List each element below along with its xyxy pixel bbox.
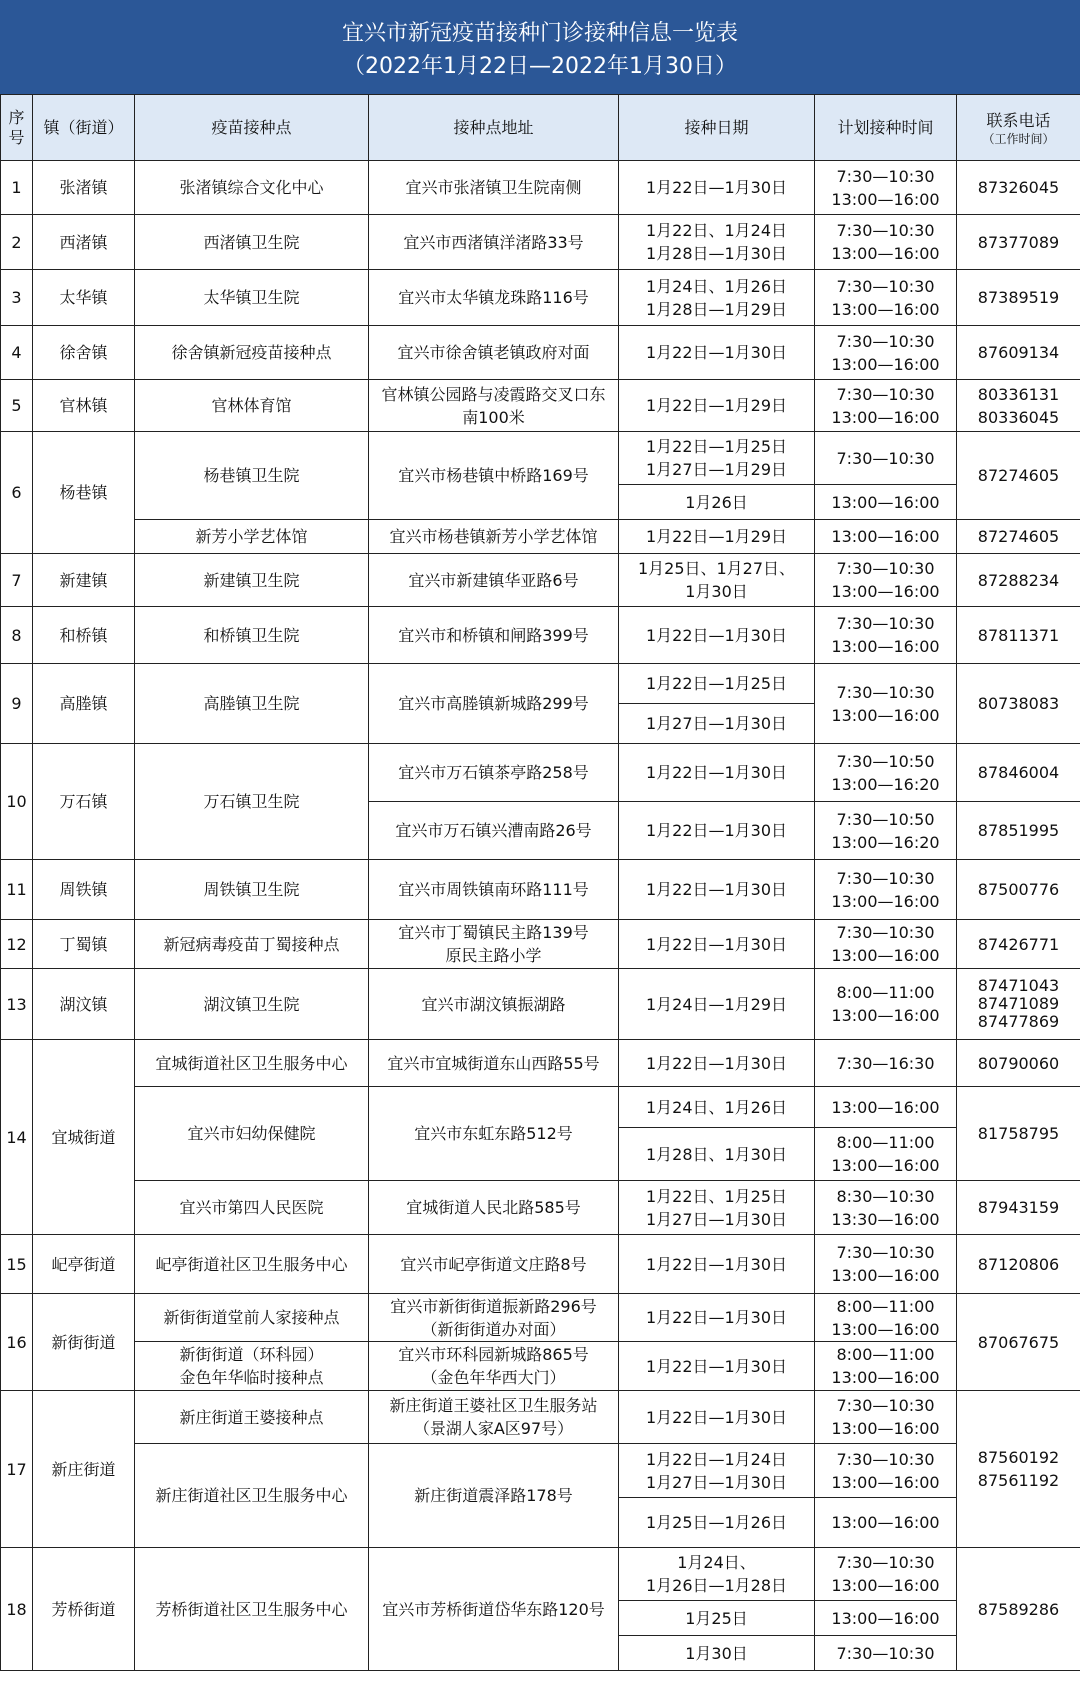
table-row — [1, 161, 1080, 215]
row-phone: 80738083 — [957, 664, 1080, 744]
row-date: 1月25日—1月26日 — [619, 1498, 815, 1548]
row-time: 13:00—16:00 — [815, 1601, 957, 1636]
row-address: 宜兴市芳桥街道岱华东路120号 — [369, 1548, 619, 1671]
row-address: 宜兴市周铁镇南环路111号 — [369, 860, 619, 920]
table-row — [1, 326, 1080, 380]
row-date: 1月22日—1月30日 — [619, 161, 815, 215]
row-date: 1月28日、1月30日 — [619, 1128, 815, 1181]
row-time: 7:30—10:30 13:00—16:00 — [815, 1444, 957, 1498]
row-time: 7:30—10:30 13:00—16:00 — [815, 1235, 957, 1294]
row-time: 13:00—16:00 — [815, 485, 957, 520]
row-town: 湖汶镇 — [33, 969, 135, 1040]
row-site: 新芳小学艺体馆 — [135, 520, 369, 554]
row-phone: 80790060 — [957, 1040, 1080, 1087]
header-time: 计划接种时间 — [815, 95, 957, 161]
row-date: 1月22日—1月30日 — [619, 744, 815, 802]
row-address: 宜兴市东虹东路512号 — [369, 1087, 619, 1181]
row-address: 宜兴市丁蜀镇民主路139号 原民主路小学 — [369, 920, 619, 969]
row-site: 和桥镇卫生院 — [135, 607, 369, 664]
row-no: 17 — [1, 1391, 33, 1548]
row-phone: 87811371 — [957, 607, 1080, 664]
row-date: 1月22日、1月24日 1月28日—1月30日 — [619, 215, 815, 270]
table-row — [1, 520, 1080, 554]
row-no: 11 — [1, 860, 33, 920]
row-phone: 87274605 — [957, 520, 1080, 554]
row-date: 1月22日—1月30日 — [619, 1235, 815, 1294]
row-date: 1月22日—1月25日 — [619, 664, 815, 704]
row-no: 7 — [1, 554, 33, 607]
row-site: 新建镇卫生院 — [135, 554, 369, 607]
row-no: 14 — [1, 1040, 33, 1235]
row-site: 张渚镇综合文化中心 — [135, 161, 369, 215]
row-phone: 87609134 — [957, 326, 1080, 380]
row-date: 1月22日—1月30日 — [619, 1391, 815, 1444]
row-town: 丁蜀镇 — [33, 920, 135, 969]
row-date: 1月22日—1月30日 — [619, 860, 815, 920]
row-time: 8:00—11:00 13:00—16:00 — [815, 1342, 957, 1391]
table-row — [1, 607, 1080, 664]
row-town: 宜城街道 — [33, 1040, 135, 1235]
row-address: 宜兴市万石镇茶亭路258号 — [369, 744, 619, 802]
row-address: 官林镇公园路与凌霞路交叉口东 南100米 — [369, 380, 619, 432]
row-date: 1月22日—1月30日 — [619, 920, 815, 969]
row-site: 新庄街道社区卫生服务中心 — [135, 1444, 369, 1548]
row-town: 新建镇 — [33, 554, 135, 607]
row-time: 7:30—10:30 13:00—16:00 — [815, 554, 957, 607]
row-site: 屺亭街道社区卫生服务中心 — [135, 1235, 369, 1294]
table-row — [1, 380, 1080, 432]
row-site: 杨巷镇卫生院 — [135, 432, 369, 520]
row-town: 杨巷镇 — [33, 432, 135, 554]
table-row — [1, 554, 1080, 607]
row-address: 宜兴市宜城街道东山西路55号 — [369, 1040, 619, 1087]
row-no: 2 — [1, 215, 33, 270]
row-address: 宜兴市张渚镇卫生院南侧 — [369, 161, 619, 215]
table-row — [1, 1342, 1080, 1391]
row-time: 7:30—10:30 13:00—16:00 — [815, 161, 957, 215]
row-town: 新街街道 — [33, 1294, 135, 1391]
row-phone: 87389519 — [957, 270, 1080, 326]
header-date: 接种日期 — [619, 95, 815, 161]
row-no: 10 — [1, 744, 33, 860]
row-address: 宜兴市万石镇兴漕南路26号 — [369, 802, 619, 860]
table-header-row — [1, 95, 1080, 161]
row-date: 1月22日、1月25日 1月27日—1月30日 — [619, 1181, 815, 1235]
row-site: 徐舍镇新冠疫苗接种点 — [135, 326, 369, 380]
row-town: 万石镇 — [33, 744, 135, 860]
table-row — [1, 1087, 1080, 1128]
table-row — [1, 860, 1080, 920]
row-address: 宜兴市和桥镇和闸路399号 — [369, 607, 619, 664]
header-no: 序 号 — [1, 95, 33, 161]
row-date: 1月22日—1月30日 — [619, 802, 815, 860]
row-site: 周铁镇卫生院 — [135, 860, 369, 920]
row-time: 7:30—10:30 — [815, 432, 957, 485]
row-no: 13 — [1, 969, 33, 1040]
row-date: 1月22日—1月30日 — [619, 1294, 815, 1342]
row-site: 芳桥街道社区卫生服务中心 — [135, 1548, 369, 1671]
header-site: 疫苗接种点 — [135, 95, 369, 161]
row-site: 西渚镇卫生院 — [135, 215, 369, 270]
row-site: 宜城街道社区卫生服务中心 — [135, 1040, 369, 1087]
row-date: 1月25日 — [619, 1601, 815, 1636]
row-address: 宜兴市新街街道振新路296号 （新街街道办对面） — [369, 1294, 619, 1342]
row-phone: 87943159 — [957, 1181, 1080, 1235]
row-address: 宜兴市徐舍镇老镇政府对面 — [369, 326, 619, 380]
row-town: 高塍镇 — [33, 664, 135, 744]
row-phone: 87589286 — [957, 1548, 1080, 1671]
row-site: 湖汶镇卫生院 — [135, 969, 369, 1040]
row-time: 7:30—10:30 13:00—16:00 — [815, 1391, 957, 1444]
row-no: 3 — [1, 270, 33, 326]
table-row — [1, 270, 1080, 326]
row-phone: 87846004 — [957, 744, 1080, 802]
row-site: 高塍镇卫生院 — [135, 664, 369, 744]
row-time: 7:30—10:30 13:00—16:00 — [815, 664, 957, 744]
row-date: 1月22日—1月29日 — [619, 520, 815, 554]
header-town: 镇（街道） — [33, 95, 135, 161]
row-date: 1月22日—1月30日 — [619, 1040, 815, 1087]
row-address: 宜兴市西渚镇洋渚路33号 — [369, 215, 619, 270]
row-phone: 81758795 — [957, 1087, 1080, 1181]
row-phone: 87426771 — [957, 920, 1080, 969]
row-date: 1月22日—1月30日 — [619, 1342, 815, 1391]
row-date: 1月30日 — [619, 1636, 815, 1671]
header-phone — [957, 95, 1080, 161]
row-date: 1月22日—1月29日 — [619, 380, 815, 432]
row-town: 和桥镇 — [33, 607, 135, 664]
row-address: 宜兴市太华镇龙珠路116号 — [369, 270, 619, 326]
row-town: 张渚镇 — [33, 161, 135, 215]
vaccination-table — [0, 94, 1080, 1671]
row-time: 7:30—10:50 13:00—16:20 — [815, 802, 957, 860]
row-time: 8:00—11:00 13:00—16:00 — [815, 1294, 957, 1342]
row-date: 1月25日、1月27日、 1月30日 — [619, 554, 815, 607]
row-time: 8:00—11:00 13:00—16:00 — [815, 1128, 957, 1181]
table-row — [1, 1444, 1080, 1498]
page-title: 宜兴市新冠疫苗接种门诊接种信息一览表 — [341, 21, 738, 46]
row-time: 13:00—16:00 — [815, 520, 957, 554]
row-site: 太华镇卫生院 — [135, 270, 369, 326]
row-address: 宜兴市环科园新城路865号 （金色年华西大门） — [369, 1342, 619, 1391]
row-phone: 87288234 — [957, 554, 1080, 607]
title-bar — [0, 0, 1080, 94]
row-date: 1月22日—1月25日 1月27日—1月29日 — [619, 432, 815, 485]
row-time: 8:00—11:00 13:00—16:00 — [815, 969, 957, 1040]
row-no: 9 — [1, 664, 33, 744]
row-phone: 87500776 — [957, 860, 1080, 920]
table-row — [1, 1181, 1080, 1235]
row-phone: 87560192 87561192 — [957, 1391, 1080, 1548]
row-site: 官林体育馆 — [135, 380, 369, 432]
row-phone: 87274605 — [957, 432, 1080, 520]
row-time: 13:00—16:00 — [815, 1498, 957, 1548]
row-time: 7:30—10:30 13:00—16:00 — [815, 270, 957, 326]
row-address: 宜兴市新建镇华亚路6号 — [369, 554, 619, 607]
row-town: 西渚镇 — [33, 215, 135, 270]
row-address: 新庄街道震泽路178号 — [369, 1444, 619, 1548]
row-phone: 87067675 — [957, 1294, 1080, 1391]
row-time: 7:30—10:30 — [815, 1636, 957, 1671]
row-time: 7:30—10:30 13:00—16:00 — [815, 860, 957, 920]
table-row — [1, 1235, 1080, 1294]
row-no: 8 — [1, 607, 33, 664]
row-address: 宜兴市屺亭街道文庄路8号 — [369, 1235, 619, 1294]
row-town: 徐舍镇 — [33, 326, 135, 380]
row-phone: 87851995 — [957, 802, 1080, 860]
row-town: 屺亭街道 — [33, 1235, 135, 1294]
row-date: 1月24日—1月29日 — [619, 969, 815, 1040]
table-row — [1, 920, 1080, 969]
row-no: 16 — [1, 1294, 33, 1391]
table-row — [1, 432, 1080, 485]
row-date: 1月22日—1月30日 — [619, 326, 815, 380]
row-date: 1月22日—1月24日 1月27日—1月30日 — [619, 1444, 815, 1498]
row-phone: 87326045 — [957, 161, 1080, 215]
row-address: 宜城街道人民北路585号 — [369, 1181, 619, 1235]
row-address: 宜兴市杨巷镇新芳小学艺体馆 — [369, 520, 619, 554]
row-site: 宜兴市第四人民医院 — [135, 1181, 369, 1235]
row-date: 1月26日 — [619, 485, 815, 520]
row-site: 新街街道（环科园） 金色年华临时接种点 — [135, 1342, 369, 1391]
row-time: 7:30—10:30 13:00—16:00 — [815, 1548, 957, 1601]
row-time: 7:30—16:30 — [815, 1040, 957, 1087]
row-date: 1月24日、1月26日 — [619, 1087, 815, 1128]
row-time: 7:30—10:30 13:00—16:00 — [815, 215, 957, 270]
row-address: 宜兴市高塍镇新城路299号 — [369, 664, 619, 744]
row-site: 新冠病毒疫苗丁蜀接种点 — [135, 920, 369, 969]
table-row — [1, 1548, 1080, 1601]
table-row — [1, 1040, 1080, 1087]
row-date: 1月24日、 1月26日—1月28日 — [619, 1548, 815, 1601]
row-no: 12 — [1, 920, 33, 969]
row-time: 7:30—10:30 13:00—16:00 — [815, 920, 957, 969]
row-time: 7:30—10:30 13:00—16:00 — [815, 607, 957, 664]
row-time: 7:30—10:50 13:00—16:20 — [815, 744, 957, 802]
row-no: 1 — [1, 161, 33, 215]
row-address: 新庄街道王婆社区卫生服务站 （景湖人家A区97号） — [369, 1391, 619, 1444]
row-no: 18 — [1, 1548, 33, 1671]
row-site: 新庄街道王婆接种点 — [135, 1391, 369, 1444]
table-row — [1, 664, 1080, 704]
table-row — [1, 215, 1080, 270]
row-town: 太华镇 — [33, 270, 135, 326]
table-row — [1, 1391, 1080, 1444]
row-time: 7:30—10:30 13:00—16:00 — [815, 326, 957, 380]
row-town: 新庄街道 — [33, 1391, 135, 1548]
row-site: 宜兴市妇幼保健院 — [135, 1087, 369, 1181]
table-row — [1, 744, 1080, 802]
row-date: 1月24日、1月26日 1月28日—1月29日 — [619, 270, 815, 326]
row-site: 新街街道堂前人家接种点 — [135, 1294, 369, 1342]
row-date: 1月27日—1月30日 — [619, 704, 815, 744]
row-no: 5 — [1, 380, 33, 432]
row-no: 6 — [1, 432, 33, 554]
row-address: 宜兴市杨巷镇中桥路169号 — [369, 432, 619, 520]
header-address: 接种点地址 — [369, 95, 619, 161]
row-phone: 87120806 — [957, 1235, 1080, 1294]
row-no: 4 — [1, 326, 33, 380]
row-site: 万石镇卫生院 — [135, 744, 369, 860]
row-town: 芳桥街道 — [33, 1548, 135, 1671]
row-phone: 87377089 — [957, 215, 1080, 270]
row-time: 13:00—16:00 — [815, 1087, 957, 1128]
page-subtitle: （2022年1月22日—2022年1月30日） — [343, 54, 737, 79]
table-row — [1, 1294, 1080, 1342]
table-row — [1, 969, 1080, 1040]
header-phone-sub: （工作时间） — [982, 132, 1055, 146]
header-phone-label: 联系电话 — [986, 111, 1051, 130]
row-town: 周铁镇 — [33, 860, 135, 920]
row-time: 8:30—10:30 13:30—16:00 — [815, 1181, 957, 1235]
row-time: 7:30—10:30 13:00—16:00 — [815, 380, 957, 432]
row-phone: 80336131 80336045 — [957, 380, 1080, 432]
row-phone: 87471043 87471089 87477869 — [957, 969, 1080, 1040]
row-no: 15 — [1, 1235, 33, 1294]
row-town: 官林镇 — [33, 380, 135, 432]
row-address: 宜兴市湖汶镇振湖路 — [369, 969, 619, 1040]
row-date: 1月22日—1月30日 — [619, 607, 815, 664]
